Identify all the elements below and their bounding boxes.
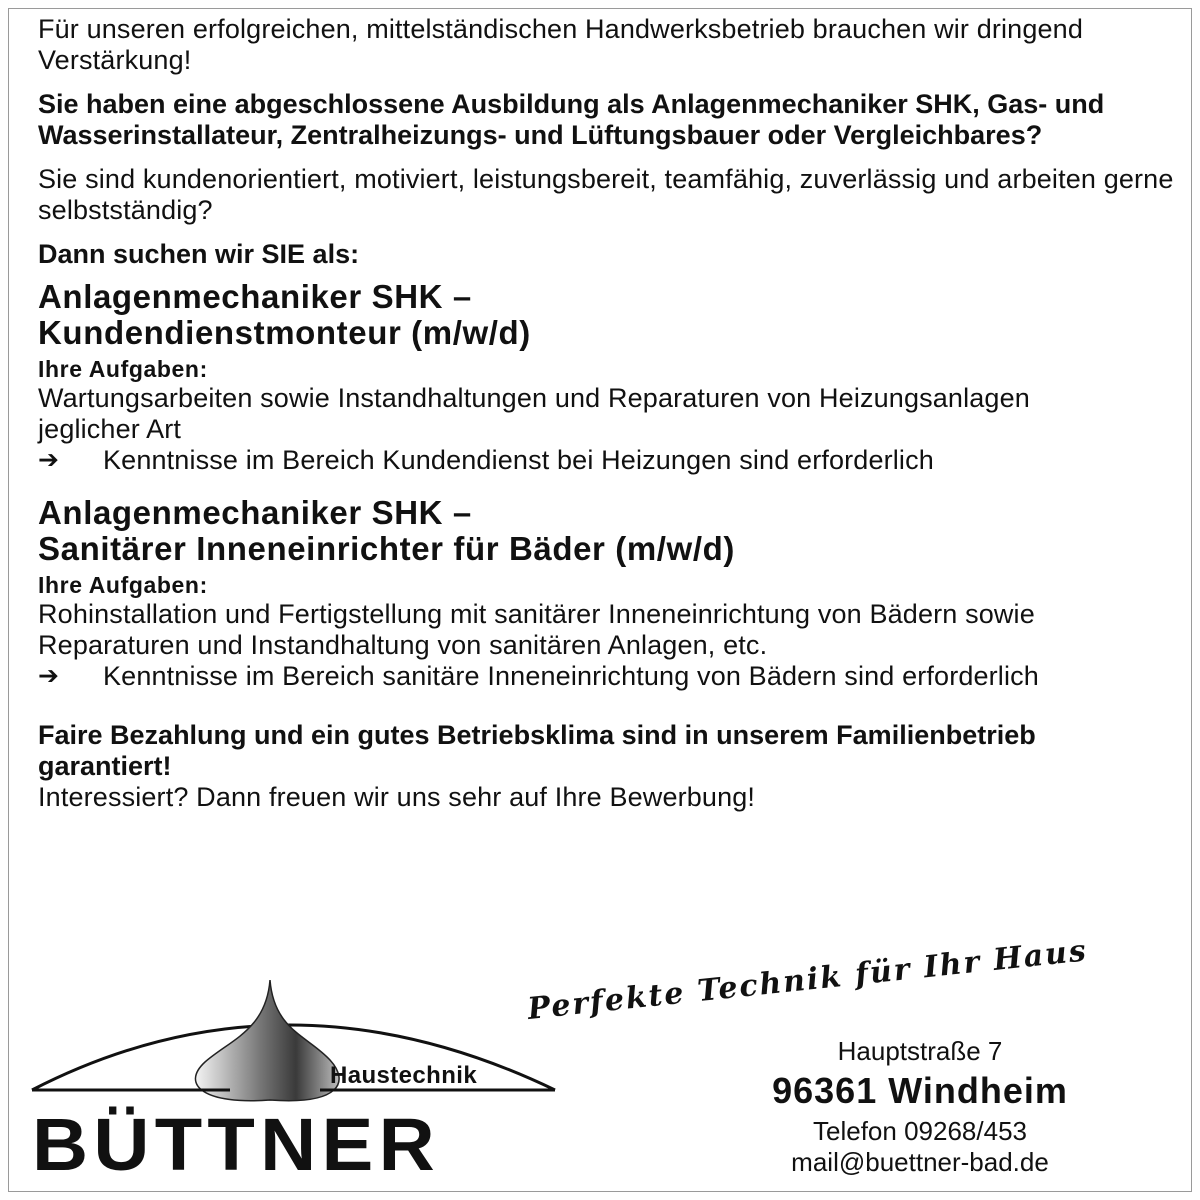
slogan: Perfekte Technik für Ihr Haus xyxy=(525,933,1090,1027)
arrow-icon: ➔ xyxy=(38,662,59,690)
cta-text: Interessiert? Dann freuen wir uns sehr auf Ihre Bewerbung! xyxy=(38,782,756,812)
job-2-title-line2: Sanitärer Inneneinrichter für Bäder (m/w/d) xyxy=(38,530,735,567)
job-2-tasks-label: Ihre Aufgaben: xyxy=(38,572,208,598)
job-2-requirement-row xyxy=(38,661,1178,692)
job-2-tasks: Rohinstallation und Fertigstellung mit sanitärer Inneneinrichtung von Bädern sowie Reparaturen und Instandhaltung von sanitären Anlagen, etc. xyxy=(38,599,1035,660)
contact-email[interactable]: mail@buettner-bad.de xyxy=(791,1147,1049,1177)
job-1-title-line1: Anlagenmechaniker SHK – xyxy=(38,278,472,315)
job-1-tasks-label: Ihre Aufgaben: xyxy=(38,356,208,382)
job-2-requirement: Kenntnisse im Bereich sanitäre Inneneinrichtung von Bädern sind erforderlich xyxy=(103,661,1039,691)
contact-street: Hauptstraße 7 xyxy=(837,1036,1003,1066)
closing-text: Faire Bezahlung und ein gutes Betriebsklima sind in unserem Familienbetrieb garantiert! xyxy=(38,720,1036,781)
contact-phone: Telefon 09268/453 xyxy=(813,1116,1027,1146)
contact-city: 96361 Windheim xyxy=(772,1070,1068,1111)
ad-content xyxy=(38,14,1178,813)
job-1-title-line2: Kundendienstmonteur (m/w/d) xyxy=(38,314,531,351)
job-1-requirement-row xyxy=(38,445,1178,476)
qualities-text: Sie sind kundenorientiert, motiviert, leistungsbereit, teamfähig, zuverlässig und arbeiten gerne selbstständig? xyxy=(38,164,1174,225)
arrow-icon: ➔ xyxy=(38,446,59,474)
job-2 xyxy=(38,495,1178,692)
logo-drop-icon xyxy=(195,980,339,1101)
search-heading: Dann suchen wir SIE als: xyxy=(38,239,360,269)
logo-name: BÜTTNER xyxy=(32,1103,440,1186)
job-2-title-line1: Anlagenmechaniker SHK – xyxy=(38,494,472,531)
logo-subtitle: Haustechnik xyxy=(330,1062,478,1089)
qualification-question: Sie haben eine abgeschlossene Ausbildung als Anlagenmechaniker SHK, Gas- und Wasserinstallateur, Zentralheizungs- und Lüftungsbauer oder Vergleichbares? xyxy=(38,89,1105,150)
job-1 xyxy=(38,279,1178,476)
intro-text: Für unseren erfolgreichen, mittelständischen Handwerksbetrieb brauchen wir dringend Verstärkung! xyxy=(38,14,1084,75)
job-1-tasks: Wartungsarbeiten sowie Instandhaltungen und Reparaturen von Heizungsanlagen jeglicher Art xyxy=(38,383,1030,444)
contact-block xyxy=(630,1036,1200,1178)
job-1-requirement: Kenntnisse im Bereich Kundendienst bei Heizungen sind erforderlich xyxy=(103,445,934,475)
